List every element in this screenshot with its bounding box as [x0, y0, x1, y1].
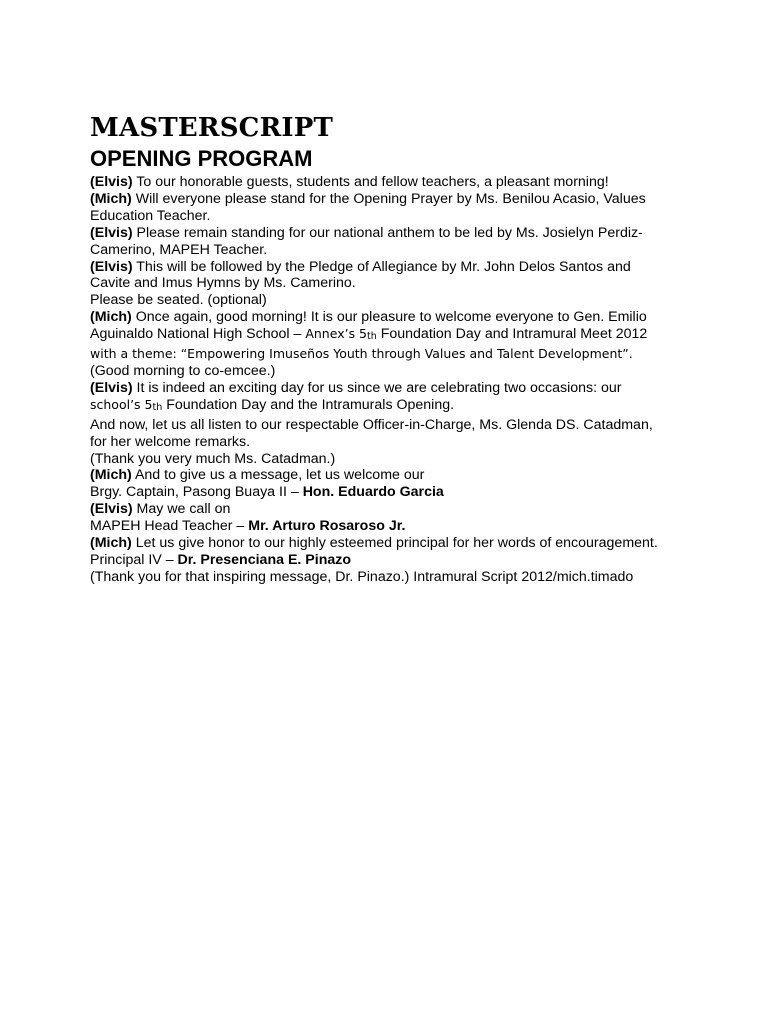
- document-page: [90, 112, 690, 586]
- line-text: Education Teacher.: [90, 207, 211, 224]
- line-text: May we call on: [132, 501, 231, 518]
- line-text: To our honorable guests, students and fellow teachers, a pleasant morning!: [132, 174, 609, 190]
- speaker-label: (Elvis): [90, 224, 133, 241]
- line-text: (Thank you for that inspiring message, Dr. Pinazo.) Intramural Script 2012/mich.timado: [90, 568, 634, 585]
- speaker-label: (Elvis): [90, 379, 133, 396]
- line-text: Foundation Day and Intramural Meet 2012: [376, 326, 648, 343]
- line-text: Let us give honor to our highly esteemed principal for her words of encouragement.: [131, 535, 658, 552]
- ordinal-suffix: th: [152, 401, 163, 413]
- script-line: [90, 397, 690, 417]
- line-text: And to give us a message, let us welcome our: [131, 467, 425, 484]
- line-text: Principal IV –: [90, 551, 178, 568]
- speaker-label: (Mich): [90, 467, 132, 484]
- speaker-label: (Mich): [90, 190, 132, 207]
- script-line: [90, 225, 690, 242]
- line-text: Cavite and Imus Hymns by Ms. Camerino.: [90, 275, 356, 292]
- script-line: [90, 501, 690, 518]
- line-text: Aguinaldo National High School –: [90, 326, 306, 343]
- script-line: [90, 275, 690, 292]
- script-line: [90, 363, 690, 380]
- script-line: [90, 434, 690, 451]
- line-text: It is indeed an exciting day for us since we are celebrating two occasions: our: [132, 379, 622, 396]
- line-text: (Good morning to co-emcee.): [90, 362, 276, 379]
- script-line: [90, 326, 690, 346]
- script-line: [90, 208, 690, 225]
- script-line: [90, 242, 690, 259]
- line-text-alt: school’s 5: [90, 396, 153, 412]
- script-line: [90, 292, 690, 309]
- line-text: Please be seated. (optional): [90, 292, 267, 309]
- script-line: [90, 259, 690, 276]
- script-line: [90, 346, 690, 363]
- script-line: [90, 191, 690, 208]
- theme-text: with a theme: “Empowering Imuseños Youth through Values and Talent Development”.: [90, 346, 633, 362]
- guest-name: Mr. Arturo Rosaroso Jr.: [248, 518, 406, 535]
- script-line: [90, 467, 690, 484]
- guest-name: Hon. Eduardo Garcia: [302, 484, 444, 501]
- line-text: for her welcome remarks.: [90, 433, 251, 450]
- line-text: Please remain standing for our national anthem to be led by Ms. Josielyn Perdiz-: [132, 224, 643, 241]
- ordinal-suffix: th: [367, 331, 377, 343]
- script-line: [90, 380, 690, 397]
- script-line: [90, 417, 690, 434]
- line-text: Will everyone please stand for the Opening Prayer by Ms. Benilou Acasio, Values: [131, 190, 646, 207]
- line-text: Foundation Day and the Intramurals Opening.: [162, 396, 455, 413]
- script-line: [90, 535, 690, 552]
- speaker-label: (Mich): [90, 535, 132, 552]
- line-text: And now, let us all listen to our respectable Officer-in-Charge, Ms. Glenda DS. Catadman,: [90, 416, 653, 433]
- script-line: [90, 309, 690, 326]
- guest-name: Dr. Presenciana E. Pinazo: [177, 551, 352, 568]
- script-line: [90, 518, 690, 535]
- line-text: MAPEH Head Teacher –: [90, 518, 249, 535]
- line-text: Brgy. Captain, Pasong Buaya II –: [90, 484, 303, 501]
- speaker-label: (Elvis): [90, 501, 133, 518]
- script-body: [90, 174, 690, 586]
- script-line: [90, 569, 690, 586]
- script-line: [90, 451, 690, 468]
- line-text-alt: Annex’s 5: [305, 326, 368, 342]
- line-text: (Thank you very much Ms. Catadman.): [90, 450, 336, 467]
- speaker-label: (Mich): [90, 309, 132, 326]
- script-line: [90, 552, 690, 569]
- speaker-label: (Elvis): [90, 174, 133, 190]
- script-line: [90, 174, 690, 191]
- line-text: This will be followed by the Pledge of Allegiance by Mr. John Delos Santos and: [132, 258, 631, 275]
- line-text: Once again, good morning! It is our pleasure to welcome everyone to Gen. Emilio: [131, 309, 647, 326]
- speaker-label: (Elvis): [90, 258, 133, 275]
- line-text: Camerino, MAPEH Teacher.: [90, 241, 268, 258]
- section-title: OPENING PROGRAM: [90, 146, 313, 171]
- script-line: [90, 484, 690, 501]
- document-title: MASTERSCRIPT: [90, 113, 334, 143]
